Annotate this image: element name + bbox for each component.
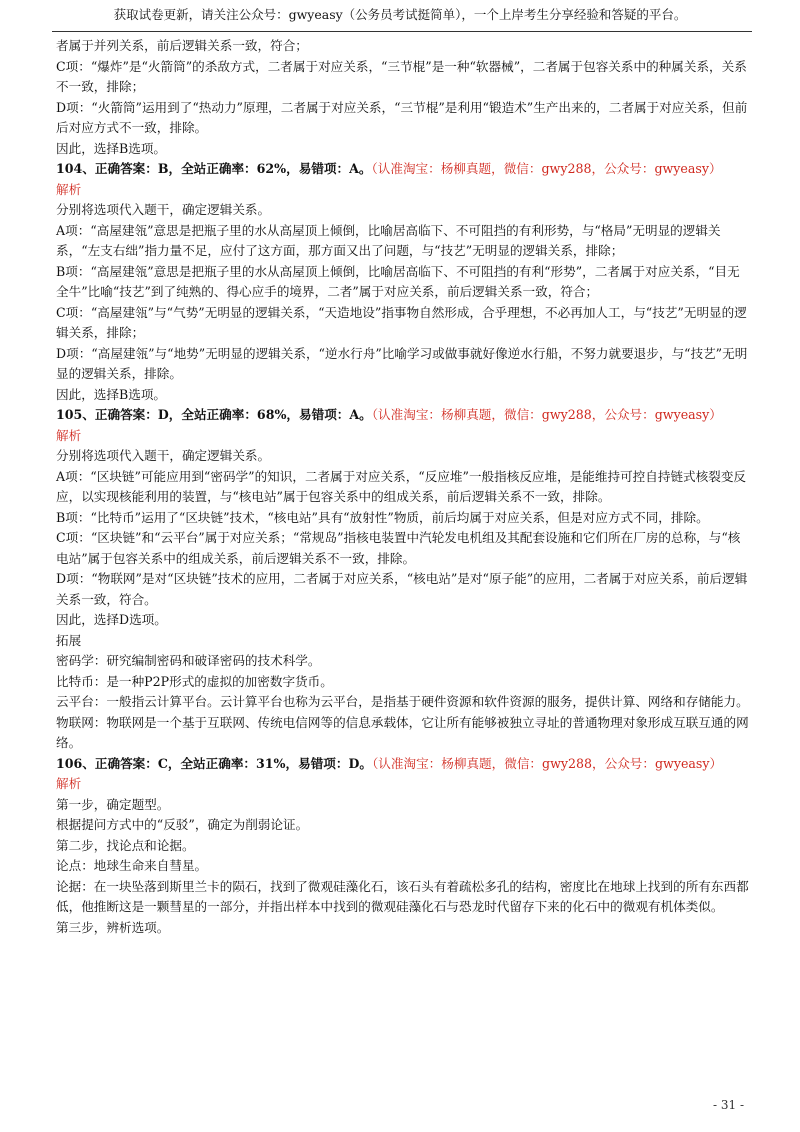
paragraph: D项：“火箭筒”运用到了“热动力”原理，二者属于对应关系，“三节棍”是利用“锻造术”生产出来的，二者属于对应关系，但前后对应方式不一致，排除。 [56, 99, 748, 135]
paragraph: 论点：地球生命来自彗星。 [56, 858, 208, 873]
paragraph: 因此，选择B选项。 [56, 140, 167, 156]
paragraph: 根据提问方式中的“反驳”，确定为削弱论证。 [56, 817, 309, 832]
question-103-tail [56, 36, 752, 159]
question-106 [56, 754, 752, 939]
paragraph: A项：“区块链”可能应用到“密码学”的知识，二者属于对应关系，“反应堆”一般指核反应堆，是能维持可控自持链式核裂变反应，以实现核能利用的装置，与“核电站”属于包容关系中的组成关系，前后逻辑关系不一致，排除。 [56, 468, 747, 504]
paragraph: 分别将选项代入题干，确定逻辑关系。 [56, 448, 271, 463]
section-label-analysis: 解析 [56, 776, 82, 791]
section-label-extension: 拓展 [56, 632, 82, 648]
paragraph: C项：“区块链”和“云平台”属于对应关系；“常规岛”指核电装置中汽轮发电机组及其配套设施和它们所在厂房的总称，与“核电站”属于包容关系中的组成关系，前后逻辑关系不一致，排除。 [56, 530, 741, 566]
paragraph: C项：“爆炸”是“火箭筒”的杀敌方式，二者属于对应关系，“三节棍”是一种“软器械”，二者属于包容关系中的种属关系，关系不一致，排除； [56, 58, 747, 94]
page-number: - 31 - [712, 1098, 744, 1112]
paragraph: D项：“物联网”是对“区块链”技术的应用，二者属于对应关系，“核电站”是对“原子能”的应用，二者属于对应关系，前后逻辑关系一致，符合。 [56, 571, 748, 607]
paragraph: 者属于并列关系，前后逻辑关系一致，符合； [56, 38, 308, 53]
answer-header: 105、正确答案：D，全站正确率：68%，易错项：A。（认准淘宝：杨柳真题，微信：gwy288，公众号：gwyeasy） [56, 407, 722, 422]
page-header [0, 0, 800, 30]
paragraph: A项：“高屋建瓴”意思是把瓶子里的水从高屋顶上倾倒，比喻居高临下、不可阻挡的有利形势，与“格局”无明显的逻辑关系，“左支右绌”指力量不足，应付了这方面，那方面又出了问题，与“技艺”无明显的逻辑关系，排除； [56, 222, 721, 258]
paragraph: 比特币：是一种P2P形式的虚拟的加密数字货币。 [56, 673, 333, 689]
question-104 [56, 159, 752, 405]
section-label-analysis: 解析 [56, 427, 82, 443]
question-105 [56, 405, 752, 754]
header-text: 获取试卷更新，请关注公众号：gwyeasy（公务员考试挺简单），一个上岸考生分享经验和答疑的平台。 [113, 7, 687, 22]
paragraph: B项：“高屋建瓴”意思是把瓶子里的水从高屋顶上倾倒，比喻居高临下、不可阻挡的有利“形势”，二者属于对应关系，“目无全牛”比喻“技艺”到了纯熟的、得心应手的境界，二者”属于对应关系，前后逻辑关系一致，符合； [56, 263, 740, 299]
header-divider [52, 31, 752, 32]
paragraph: 第一步，确定题型。 [56, 796, 170, 812]
promo-text: （认准淘宝：杨柳真题，微信：gwy288，公众号：gwyeasy） [371, 161, 722, 176]
paragraph: D项：“高屋建瓴”与“地势”无明显的逻辑关系，“逆水行舟”比喻学习或做事就好像逆水行船，不努力就要退步，与“技艺”无明显的逻辑关系，排除。 [56, 345, 748, 381]
page-content [56, 36, 752, 938]
section-label-analysis: 解析 [56, 181, 82, 197]
promo-text: （认准淘宝：杨柳真题，微信：gwy288，公众号：gwyeasy） [372, 755, 723, 771]
paragraph: 物联网：物联网是一个基于互联网、传统电信网等的信息承载体，它让所有能够被独立寻址的普通物理对象形成互联互通的网络。 [56, 714, 749, 750]
paragraph: 论据：在一块坠落到斯里兰卡的陨石，找到了微观硅藻化石，该石头有着疏松多孔的结构，密度比在地球上找到的所有东西都低，他推断这是一颗彗星的一部分，并指出样本中找到的微观硅藻化石与恐龙时代留存下来的化石中的微观有机体类似。 [56, 878, 749, 914]
promo-text: （认准淘宝：杨柳真题，微信：gwy288，公众号：gwyeasy） [371, 407, 722, 422]
answer-header: 104、正确答案：B，全站正确率：62%，易错项：A。（认准淘宝：杨柳真题，微信：gwy288，公众号：gwyeasy） [56, 161, 722, 176]
paragraph: 第三步，辨析选项。 [56, 919, 170, 935]
paragraph: C项：“高屋建瓴”与“气势”无明显的逻辑关系，“天造地设”指事物自然形成，合乎理想，不必再加人工，与“技艺”无明显的逻辑关系，排除； [56, 304, 747, 340]
paragraph: 云平台：一般指云计算平台。云计算平台也称为云平台，是指基于硬件资源和软件资源的服务，提供计算、网络和存储能力。 [56, 694, 749, 709]
paragraph: 密码学：研究编制密码和破译密码的技术科学。 [56, 653, 321, 668]
paragraph: 第二步，找论点和论据。 [56, 837, 195, 853]
paragraph: B项：“比特币”运用了“区块链”技术，“核电站”具有“放射性”物质，前后均属于对应关系，但是对应方式不同，排除。 [56, 509, 709, 525]
paragraph: 因此，选择B选项。 [56, 386, 167, 402]
answer-header: 106、正确答案：C，全站正确率：31%，易错项：D。（认准淘宝：杨柳真题，微信：gwy288，公众号：gwyeasy） [56, 755, 723, 771]
paragraph: 分别将选项代入题干，确定逻辑关系。 [56, 202, 271, 217]
paragraph: 因此，选择D选项。 [56, 612, 167, 627]
